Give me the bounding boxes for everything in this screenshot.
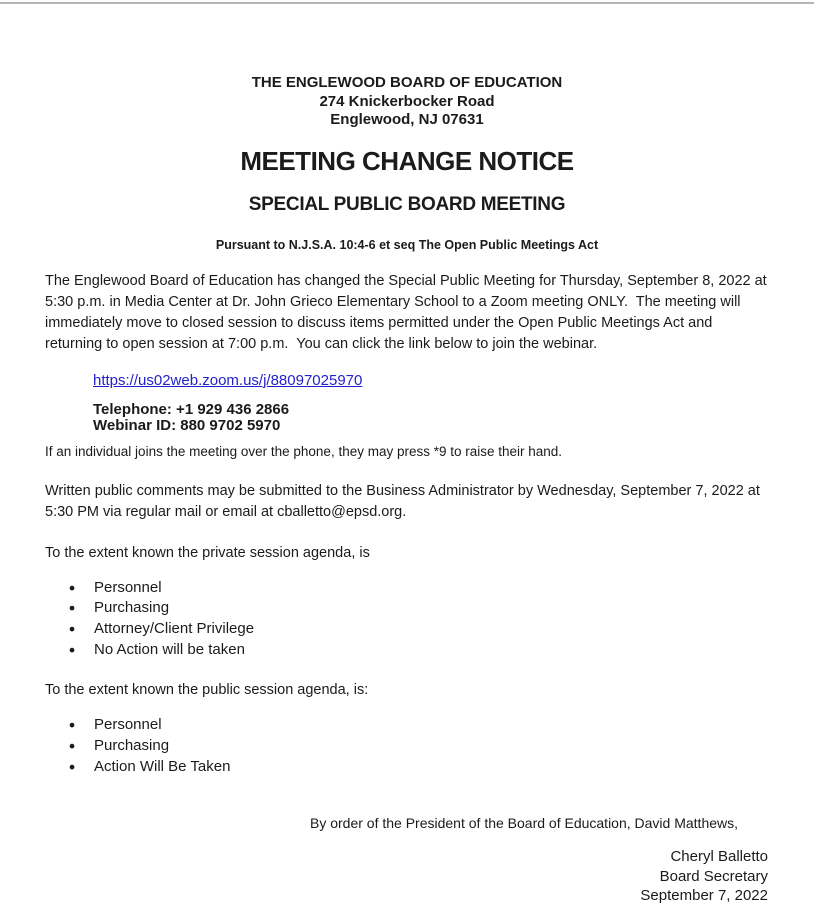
org-address-city: Englewood, NJ 07631	[330, 111, 484, 128]
webinar-id-line: Webinar ID: 880 9702 5970	[93, 417, 281, 434]
agenda-list-item: • Attorney/Client Privilege	[94, 619, 768, 640]
phone-instruction-note: If an individual joins the meeting over the phone, they may press *9 to raise their hand.	[45, 443, 563, 459]
zoom-webinar-link[interactable]: https://us02web.zoom.us/j/88097025970	[93, 371, 363, 389]
signature-name: Cheryl Balletto	[670, 848, 768, 866]
public-agenda-list	[45, 715, 768, 777]
signature-title: Board Secretary	[659, 867, 768, 885]
document-footer	[0, 813, 814, 906]
org-name: THE ENGLEWOOD BOARD OF EDUCATION	[251, 74, 563, 91]
agenda-list-item: • Action Will Be Taken	[94, 757, 768, 778]
by-order-line: By order of the President of the Board of Education, David Matthews,	[310, 815, 739, 832]
dial-in-details	[93, 402, 768, 435]
agenda-list-item: • Purchasing	[94, 598, 768, 619]
document-body	[0, 271, 814, 778]
written-comments-paragraph: Written public comments may be submitted to the Business Administrator by Wednesday, September 7, 2022 at 5:30 PM via regular mail or email at cballetto@epsd.org.	[45, 482, 764, 520]
agenda-list-item: • No Action will be taken	[94, 640, 768, 661]
org-address-street: 274 Knickerbocker Road	[319, 92, 495, 110]
telephone-line: Telephone: +1 929 436 2866	[93, 400, 290, 418]
signature-block	[45, 847, 768, 906]
agenda-list-item: • Purchasing	[94, 736, 768, 757]
private-agenda-list	[45, 578, 768, 661]
agenda-list-item: • Personnel	[94, 578, 768, 599]
statute-reference: Pursuant to N.J.S.A. 10:4-6 et seq The Open Public Meetings Act	[215, 237, 599, 252]
agenda-list-item: • Personnel	[94, 715, 768, 736]
intro-paragraph: The Englewood Board of Education has changed the Special Public Meeting for Thursday, September 8, 2022 at 5:30 p.m. in Media Center at Dr. John Grieco Elementary School to a Zoom meeting ONLY. The meeting will immediately move to closed session to discuss items permitted under the Open Public Meetings Act and returning to open session at 7:00 p.m. You can click the link below to join the webinar.	[45, 272, 771, 352]
private-agenda-intro: To the extent known the private session agenda, is	[45, 544, 370, 561]
public-agenda-intro: To the extent known the public session agenda, is:	[45, 682, 369, 699]
meeting-notice-document	[0, 2, 814, 908]
document-subtitle: SPECIAL PUBLIC BOARD MEETING	[248, 193, 566, 215]
zoom-link-row	[93, 371, 768, 390]
document-header	[0, 4, 814, 253]
signature-date: September 7, 2022	[640, 887, 768, 905]
document-title: MEETING CHANGE NOTICE	[240, 145, 574, 176]
